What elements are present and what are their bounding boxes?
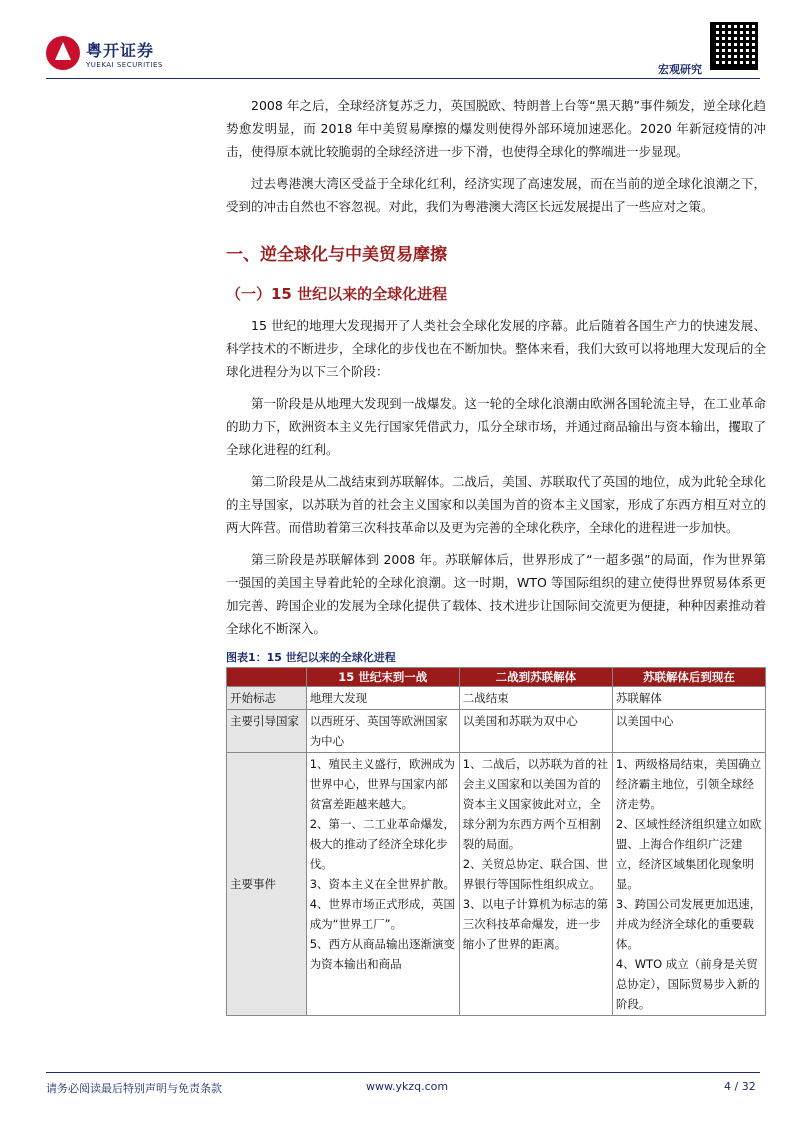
- globalization-table: [226, 667, 766, 1016]
- event-item: 1、两级格局结束，美国确立经济霸主地位，引领全球经济走势。: [615, 757, 762, 811]
- event-item: 2、区域性经济组织建立如欧盟、上海合作组织广泛建立，经济区域集团化现象明显。: [615, 817, 762, 891]
- table-cell: 地理大发现: [306, 687, 459, 710]
- table-cell: [459, 753, 612, 1016]
- event-item: 3、以电子计算机为标志的第三次科技革命爆发，进一步缩小了世界的距离。: [462, 897, 609, 951]
- paragraph: 过去粤港澳大湾区受益于全球化红利，经济实现了高速发展，而在当前的逆全球化浪潮之下，受到的冲击自然也不容忽视。对此，我们为粤港澳大湾区长远发展提出了一些应对之策。: [226, 176, 766, 214]
- page-number: 4 / 32: [724, 1080, 756, 1093]
- table-cell: 二战结束: [459, 687, 612, 710]
- event-item: 1、二战后，以苏联为首的社会主义国家和以美国为首的资本主义国家彼此对立，全球分割为东西方两个互相割裂的局面。: [462, 757, 609, 851]
- event-item: 4、WTO 成立（前身是关贸总协定），国际贸易步入新的阶段。: [615, 957, 760, 1011]
- section-heading: 一、逆全球化与中美贸易摩擦: [226, 245, 447, 265]
- table-header-cell: 15 世纪末到一战: [306, 668, 459, 687]
- table-header-cell: 二战到苏联解体: [459, 668, 612, 687]
- table-cell: [306, 753, 459, 1016]
- table-cell: 苏联解体: [612, 687, 765, 710]
- event-item: 3、资本主义在全世界扩散。: [309, 877, 456, 891]
- section-tag: 宏观研究: [658, 63, 702, 76]
- logo-en-text: YUEKAI SECURITIES: [86, 60, 163, 69]
- table-cell: 以美国和苏联为双中心: [459, 710, 612, 753]
- qr-code-icon: [710, 22, 758, 70]
- row-label: 主要引导国家: [227, 710, 307, 753]
- figure-title: 图表1：15 世纪以来的全球化进程: [226, 651, 396, 664]
- event-item: 4、世界市场正式形成，英国成为“世界工厂”。: [309, 897, 456, 931]
- table-header-cell: 苏联解体后到现在: [612, 668, 765, 687]
- event-item: 2、关贸总协定、联合国、世界银行等国际性组织成立。: [462, 857, 609, 891]
- event-item: 2、第一、二工业革命爆发，极大的推动了经济全球化步伐。: [309, 817, 456, 871]
- footer-disclaimer: 请务必阅读最后特别声明与免责条款: [46, 1082, 222, 1095]
- main-content: [226, 94, 766, 1016]
- page-header: [0, 0, 800, 90]
- header-divider: [46, 78, 760, 79]
- paragraph: 第二阶段是从二战结束到苏联解体。二战后，美国、苏联取代了英国的地位，成为此轮全球化的主导国家，以苏联为首的社会主义国家和以美国为首的资本主义国家，形成了东西方相互对立的两大阵营。而借助着第三次科技革命以及更为完善的全球化秩序，全球化的进程进一步加快。: [226, 474, 766, 535]
- logo-icon: [46, 36, 80, 70]
- footer-url: www.ykzq.com: [366, 1080, 449, 1093]
- row-label: 开始标志: [227, 687, 307, 710]
- logo-cn-text: 粤开证券: [86, 40, 155, 60]
- paragraph: 2008 年之后，全球经济复苏乏力，英国脱欧、特朗普上台等“黑天鹅”事件频发，逆全球化趋势愈发明显，而 2018 年中美贸易摩擦的爆发则使得外部环境加速恶化。2020 年新冠疫情的冲击，使得原本就比较脆弱的全球经济进一步下滑，也使得全球化的弊端进一步显现。: [226, 98, 766, 159]
- paragraph: 第三阶段是苏联解体到 2008 年。苏联解体后，世界形成了“一超多强”的局面，作为世界第一强国的美国主导着此轮的全球化浪潮。这一时期，WTO 等国际组织的建立使得世界贸易体系更加完善、跨国企业的发展为全球化提供了载体、技术进步让国际间交流更为便捷，种种因素推动着全球化不断深入。: [226, 552, 766, 636]
- paragraph: 第一阶段是从地理大发现到一战爆发。这一轮的全球化浪潮由欧洲各国轮流主导，在工业革命的助力下，欧洲资本主义先行国家凭借武力，瓜分全球市场，并通过商品输出与资本输出，攫取了全球化进程的红利。: [226, 396, 766, 457]
- table-cell: 以美国中心: [612, 710, 765, 753]
- event-item: 3、跨国公司发展更加迅速，并成为经济全球化的重要载体。: [615, 897, 762, 951]
- table-header-cell: [227, 668, 307, 687]
- row-label: 主要事件: [227, 753, 307, 1016]
- table-header-row: [227, 668, 766, 687]
- company-logo: [46, 36, 163, 70]
- paragraph: 15 世纪的地理大发现揭开了人类社会全球化发展的序幕。此后随着各国生产力的快速发展、科学技术的不断进步，全球化的步伐也在不断加快。整体来看，我们大致可以将地理大发现后的全球化进程分为以下三个阶段：: [226, 318, 766, 379]
- event-item: 5、西方从商品输出逐渐演变为资本输出和商品: [309, 937, 456, 971]
- table-cell: [612, 753, 765, 1016]
- event-item: 1、殖民主义盛行，欧洲成为世界中心，世界与国家内部贫富差距越来越大。: [309, 757, 456, 811]
- subsection-heading: （一）15 世纪以来的全球化进程: [226, 285, 448, 303]
- table-row: [227, 753, 766, 1016]
- table-row: [227, 710, 766, 753]
- table-cell: 以西班牙、英国等欧洲国家为中心: [306, 710, 459, 753]
- footer-divider: [46, 1072, 760, 1073]
- table-row: [227, 687, 766, 710]
